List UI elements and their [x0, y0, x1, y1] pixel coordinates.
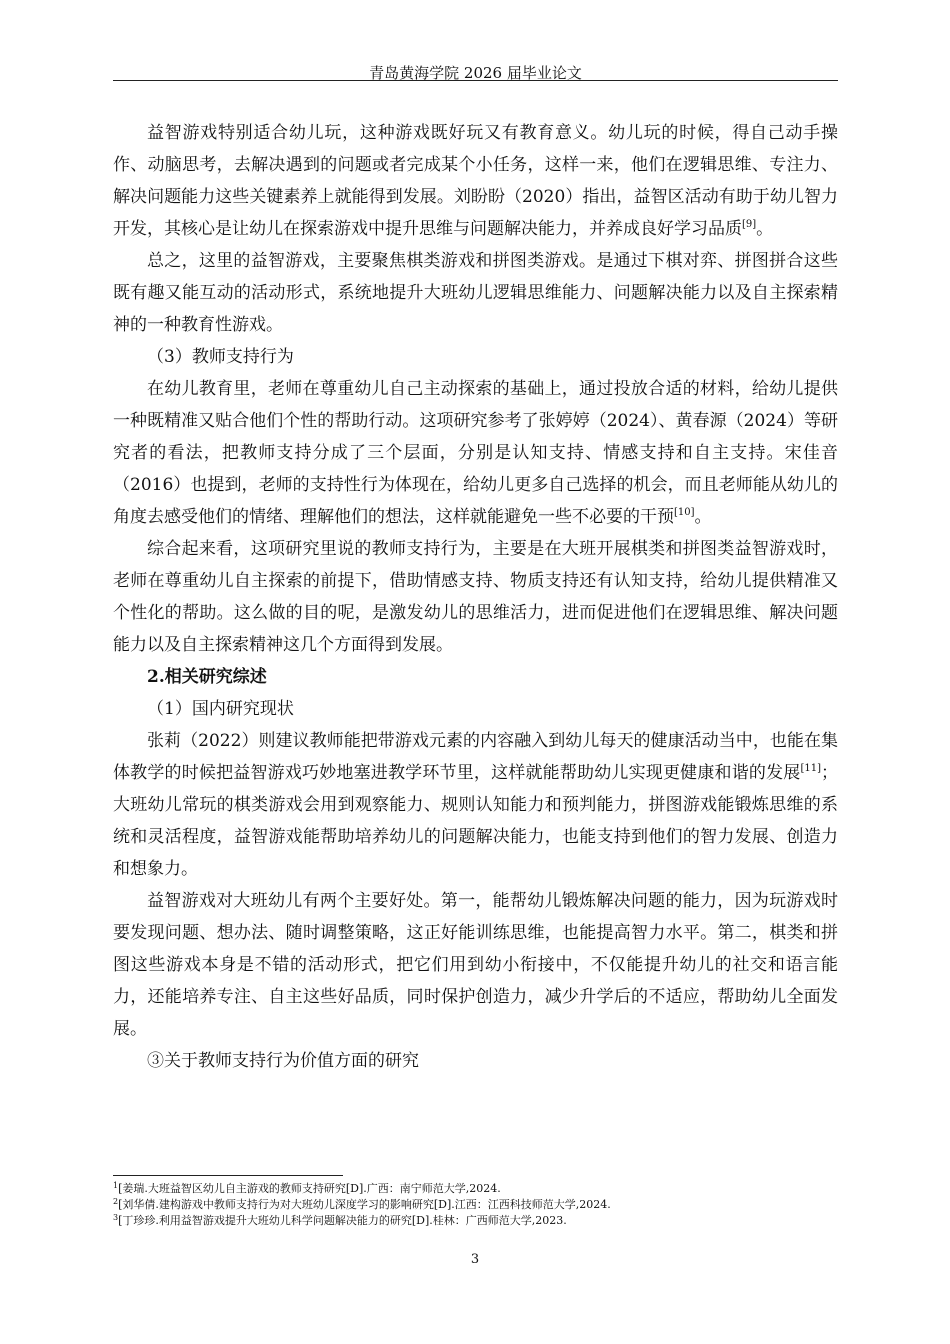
paragraph: 综合起来看，这项研究里说的教师支持行为，主要是在大班开展棋类和拼图类益智游戏时，老师在尊重幼儿自主探索的前提下，借助情感支持、物质支持还有认知支持，给幼儿提供精准又个性化的帮助。这么做的目的呢，是激发幼儿的思维活力，进而促进他们在逻辑思维、解决问题能力以及自主探索精神这几个方面得到发展。	[113, 539, 838, 655]
running-header: 青岛黄海学院 2026 届毕业论文	[369, 64, 582, 82]
body-text	[113, 117, 838, 1077]
citation-ref: [11]	[800, 763, 821, 774]
paragraph: 益智游戏对大班幼儿有两个主要好处。第一，能帮幼儿锻炼解决问题的能力，因为玩游戏时要发现问题、想办法、随时调整策略，这正好能训练思维，也能提高智力水平。第二，棋类和拼图这些游戏本身是不错的活动形式，把它们用到幼小衔接中，不仅能提升幼儿的社交和语言能力，还能培养专注、自主这些好品质，同时保护创造力，减少升学后的不适应，帮助幼儿全面发展。	[113, 891, 838, 1039]
paragraph: 总之，这里的益智游戏，主要聚焦棋类游戏和拼图类游戏。是通过下棋对弈、拼图拼合这些既有趣又能互动的活动形式，系统地提升大班幼儿逻辑思维能力、问题解决能力以及自主探索精神的一种教育性游戏。	[113, 251, 838, 335]
footnotes	[113, 1181, 838, 1229]
footnote: $^1$[姜瑞.大班益智区幼儿自主游戏的教师支持研究[D].广西：南宁师范大学,2024.	[113, 1181, 501, 1195]
footnote-rule	[113, 1175, 343, 1176]
footnote: $^2$[刘华倩.建构游戏中教师支持行为对大班幼儿深度学习的影响研究[D].江西：江西科技师范大学,2024.	[113, 1197, 611, 1211]
header-rule	[113, 80, 838, 81]
paragraph: 益智游戏特别适合幼儿玩，这种游戏既好玩又有教育意义。幼儿玩的时候，得自己动手操作、动脑思考，去解决遇到的问题或者完成某个小任务，这样一来，他们在逻辑思维、专注力、解决问题能力这些关键素养上就能得到发展。刘盼盼（2020）指出，益智区活动有助于幼儿智力开发，其核心是让幼儿在探索游戏中提升思维与问题解决能力，并养成良好学习品质[9]。	[113, 123, 838, 239]
paragraph: 张莉（2022）则建议教师能把带游戏元素的内容融入到幼儿每天的健康活动当中，也能在集体教学的时候把益智游戏巧妙地塞进教学环节里，这样就能帮助幼儿实现更健康和谐的发展[11]；大班幼儿常玩的棋类游戏会用到观察能力、规则认知能力和预判能力，拼图游戏能锻炼思维的系统和灵活程度，益智游戏能帮助培养幼儿的问题解决能力，也能支持到他们的智力发展、创造力和想象力。	[113, 731, 838, 879]
citation-ref: [10]	[674, 507, 695, 518]
subsection-heading: （3）教师支持行为	[147, 347, 294, 367]
subsection-heading: （1）国内研究现状	[147, 699, 294, 719]
footnote: $^3$[丁珍珍.利用益智游戏提升大班幼儿科学问题解决能力的研究[D].桂林：广西师范大学,2023.	[113, 1213, 567, 1227]
page-number: 3	[470, 1252, 480, 1267]
subsection-heading: ③关于教师支持行为价值方面的研究	[147, 1051, 419, 1071]
paragraph: 在幼儿教育里，老师在尊重幼儿自己主动探索的基础上，通过投放合适的材料，给幼儿提供一种既精准又贴合他们个性的帮助行动。这项研究参考了张婷婷（2024）、黄春源（2024）等研究者的看法，把教师支持分成了三个层面，分别是认知支持、情感支持和自主支持。宋佳音（2016）也提到，老师的支持性行为体现在，给幼儿更多自己选择的机会，而且老师能从幼儿的角度去感受他们的情绪、理解他们的想法，这样就能避免一些不必要的干预[10]。	[113, 379, 838, 527]
section-heading: 2.相关研究综述	[147, 667, 267, 687]
citation-ref: [9]	[742, 219, 757, 230]
